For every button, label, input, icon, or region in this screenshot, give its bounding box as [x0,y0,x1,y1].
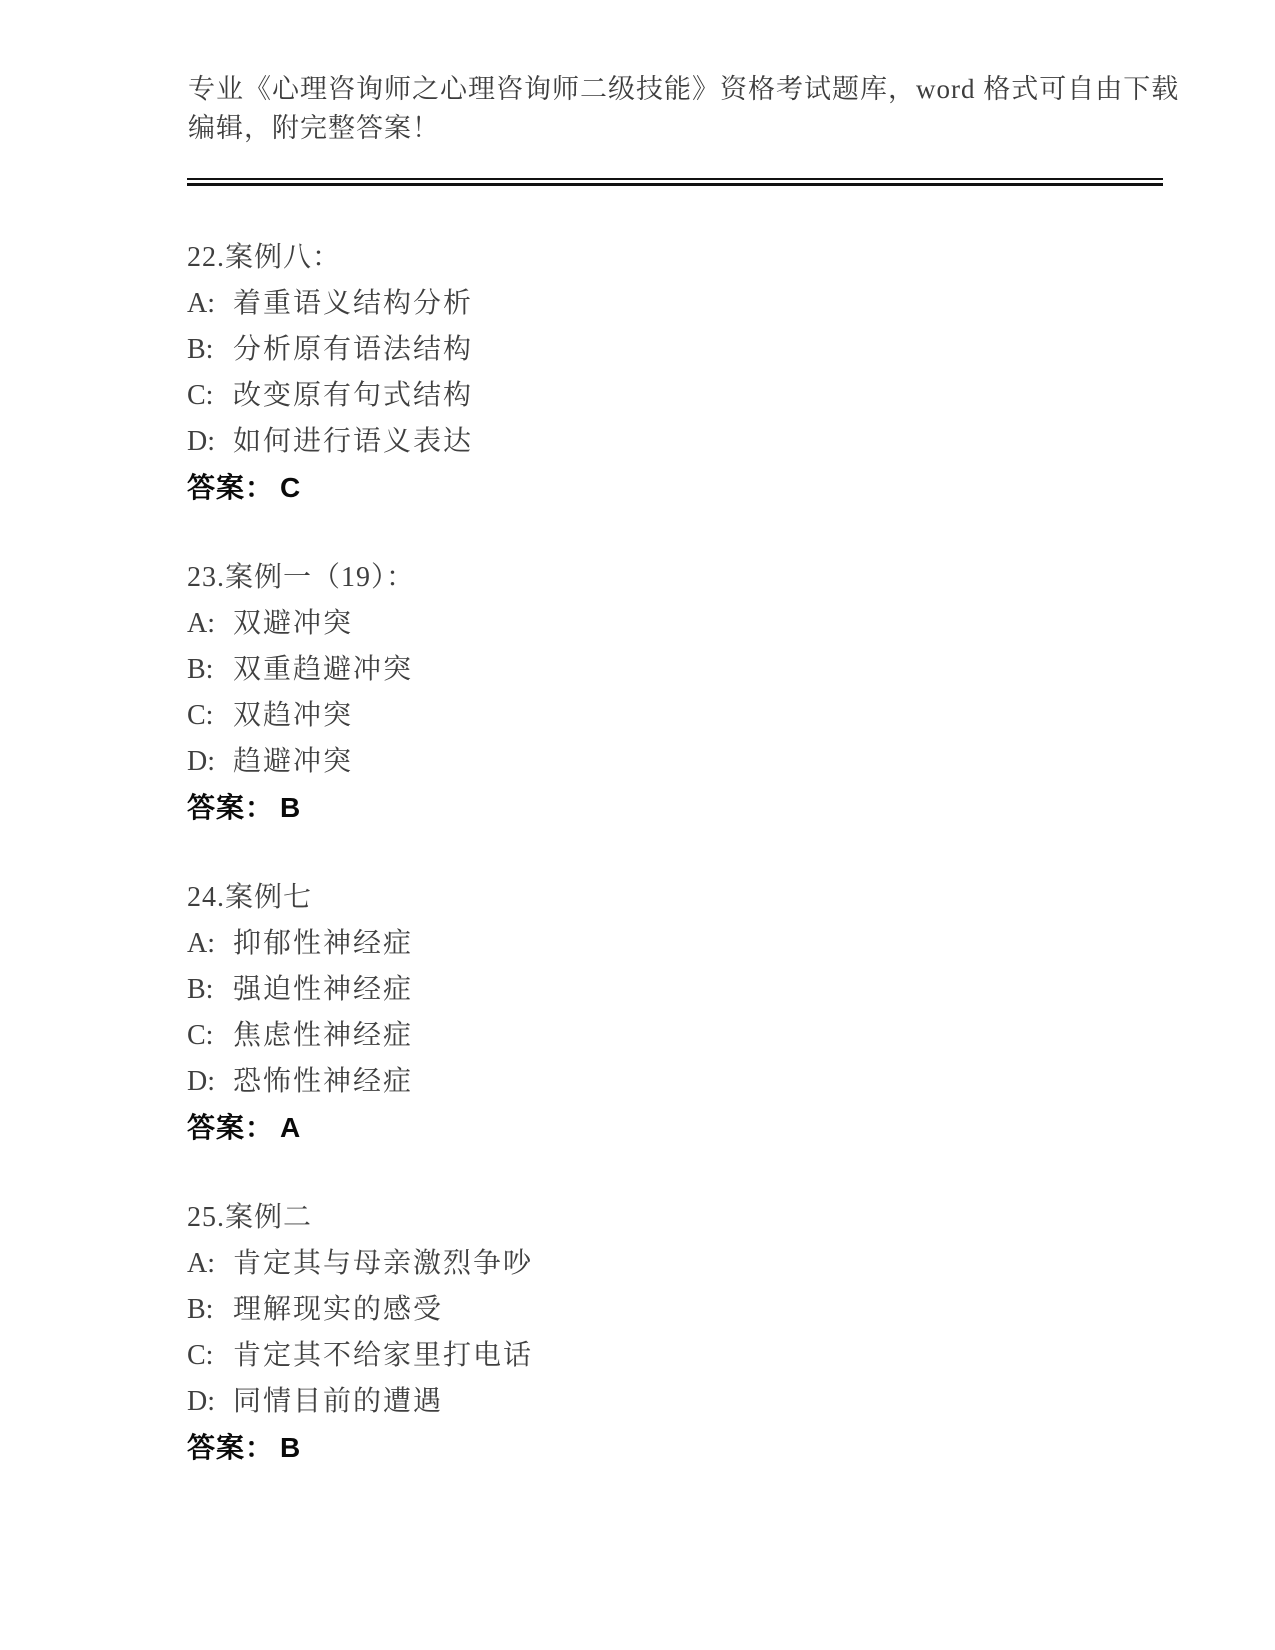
option-text: 抑郁性神经症 [233,928,414,959]
option-label: C: [187,1020,214,1051]
option-row-d [187,1059,1197,1105]
question-number: 23. [187,562,225,593]
option-label: D: [187,426,215,457]
question-title-text: 案例一（19）： [225,562,416,593]
option-row-b [187,327,1197,373]
answer-row [187,465,1197,511]
question-list [187,235,1197,1515]
header-line-1: 专业《心理咨询师之心理咨询师二级技能》资格考试题库，word 格式可自由下载 [188,74,1180,104]
question-number: 24. [187,882,225,913]
option-text: 强迫性神经症 [233,974,414,1005]
answer-label: 答案： [187,1432,275,1463]
option-text: 理解现实的感受 [233,1294,444,1325]
option-row-a [187,281,1197,327]
option-label: B: [187,1294,214,1325]
option-row-a [187,921,1197,967]
question-title [187,1195,1197,1241]
option-text: 趋避冲突 [233,746,354,777]
option-text: 同情目前的遭遇 [233,1386,444,1417]
option-row-c [187,1013,1197,1059]
question-title [187,235,1197,281]
option-label: C: [187,380,214,411]
option-text: 恐怖性神经症 [233,1066,414,1097]
option-text: 双趋冲突 [233,700,354,731]
answer-value: B [280,792,302,823]
separator-thin-line [187,178,1163,180]
option-row-c [187,1333,1197,1379]
option-label: C: [187,700,214,731]
option-label: B: [187,334,214,365]
option-label: A: [187,608,215,639]
document-header [188,70,1180,148]
option-text: 肯定其不给家里打电话 [233,1340,534,1371]
option-text: 双避冲突 [233,608,354,639]
question-number: 25. [187,1202,225,1233]
option-label: B: [187,974,214,1005]
option-label: B: [187,654,214,685]
option-row-d [187,1379,1197,1425]
question-24 [187,875,1197,1151]
option-label: C: [187,1340,214,1371]
answer-label: 答案： [187,792,275,823]
option-row-c [187,693,1197,739]
answer-value: B [280,1432,302,1463]
option-label: D: [187,1386,215,1417]
header-separator [187,178,1163,186]
answer-row [187,1425,1197,1471]
option-label: A: [187,1248,215,1279]
option-label: D: [187,1066,215,1097]
option-row-b [187,967,1197,1013]
option-row-d [187,419,1197,465]
question-title-text: 案例七 [225,882,313,913]
answer-row [187,1105,1197,1151]
option-row-a [187,601,1197,647]
option-text: 肯定其与母亲激烈争吵 [233,1248,534,1279]
separator-thick-line [187,183,1163,186]
answer-label: 答案： [187,472,275,503]
answer-value: A [280,1112,302,1143]
option-text: 焦虑性神经症 [233,1020,414,1051]
option-label: D: [187,746,215,777]
question-title-text: 案例二 [225,1202,313,1233]
option-row-a [187,1241,1197,1287]
answer-row [187,785,1197,831]
option-row-b [187,647,1197,693]
option-text: 改变原有句式结构 [233,380,474,411]
option-label: A: [187,288,215,319]
question-23 [187,555,1197,831]
option-row-d [187,739,1197,785]
option-row-c [187,373,1197,419]
question-title [187,875,1197,921]
question-25 [187,1195,1197,1471]
option-row-b [187,1287,1197,1333]
answer-label: 答案： [187,1112,275,1143]
header-line-2: 编辑，附完整答案！ [188,113,440,143]
question-title-text: 案例八： [225,242,342,273]
option-text: 双重趋避冲突 [233,654,414,685]
question-number: 22. [187,242,225,273]
answer-value: C [280,472,302,503]
question-22 [187,235,1197,511]
option-text: 如何进行语义表达 [233,426,474,457]
option-text: 分析原有语法结构 [233,334,474,365]
option-label: A: [187,928,215,959]
question-title [187,555,1197,601]
option-text: 着重语义结构分析 [233,288,474,319]
